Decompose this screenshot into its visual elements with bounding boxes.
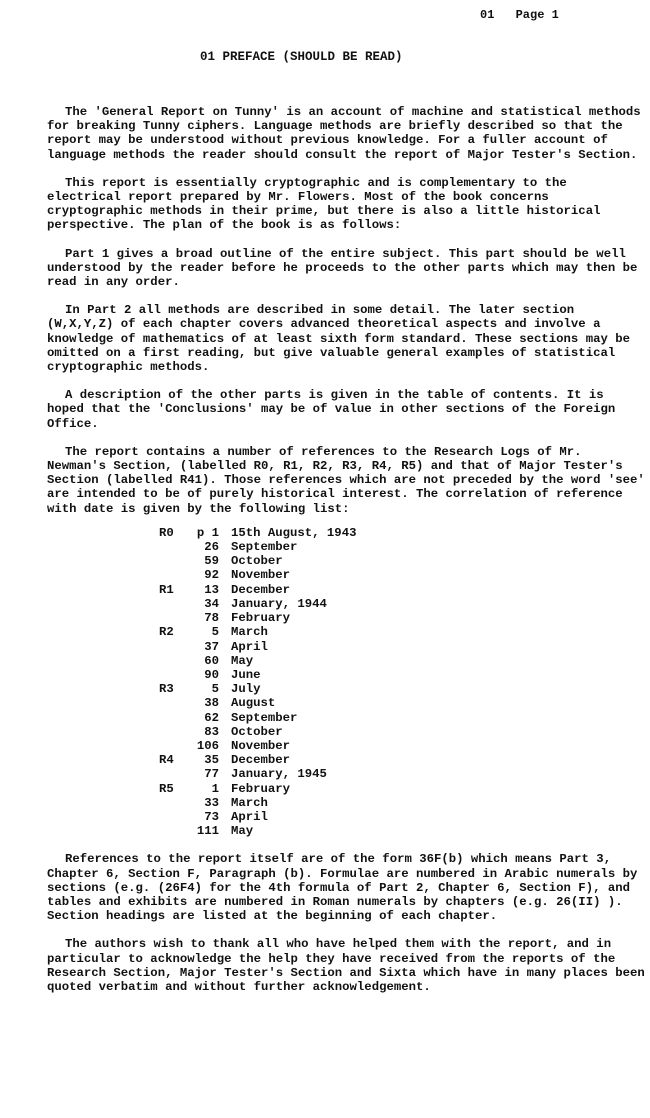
ref-date-cell: July <box>231 682 261 697</box>
ref-page-cell: 106 <box>196 738 219 753</box>
ref-log-cell <box>159 568 187 582</box>
ref-log-cell <box>159 540 187 554</box>
ref-page-cell: 60 <box>204 653 219 668</box>
ref-page-cell: 111 <box>196 824 219 839</box>
page-header <box>480 8 573 22</box>
table-row <box>159 526 356 540</box>
paragraph-part2: In Part 2 all methods are described in some detail. The later section (W,X,Y,Z) of each chapter covers advanced theoretical aspects and involve a knowledge of mathematics of at least sixth form standard. These sections may be omitted on a first reading, but give valuable general examples of statistical cryptographic methods. <box>47 303 630 375</box>
ref-log-cell <box>159 824 187 838</box>
ref-log-cell <box>159 696 187 710</box>
ref-log-cell: R5 <box>159 781 174 796</box>
ref-page-cell: 34 <box>204 596 219 611</box>
ref-date-cell: December <box>231 582 291 597</box>
page-number-label: Page 1 <box>515 8 559 22</box>
ref-page-cell: 62 <box>204 710 219 725</box>
ref-page-cell: 33 <box>204 795 219 810</box>
table-row <box>159 583 356 597</box>
ref-date-cell: December <box>231 753 291 768</box>
ref-date-cell: February <box>231 781 291 796</box>
table-row <box>159 725 356 739</box>
paragraph-reference-format: References to the report itself are of the form 36F(b) which means Part 3, Chapter 6, Section F, Paragraph (b). Formulae are numbered in Arabic numerals by sections (e.g. (26F4) for the 4th formula of Part 2, Chapter 6, Section F), and tables and exhibits are numbered in Roman numerals by chapters (e.g. 26(II) ). Section headings are listed at the beginning of each chapter. <box>47 852 638 924</box>
ref-page-cell: p 1 <box>196 525 219 540</box>
ref-date-cell: November <box>231 738 291 753</box>
ref-page-cell: 73 <box>204 809 219 824</box>
ref-page-cell: 78 <box>204 611 219 626</box>
ref-log-cell <box>159 739 187 753</box>
table-row <box>159 796 356 810</box>
ref-log-cell: R1 <box>159 582 174 597</box>
ref-log-cell <box>159 597 187 611</box>
ref-log-cell <box>159 711 187 725</box>
ref-date-cell: June <box>231 667 261 682</box>
ref-page-cell: 37 <box>204 639 219 654</box>
ref-log-cell <box>159 767 187 781</box>
table-row <box>159 810 356 824</box>
ref-log-cell <box>159 810 187 824</box>
ref-page-cell: 35 <box>204 753 219 768</box>
table-row <box>159 611 356 625</box>
ref-page-cell: 83 <box>204 724 219 739</box>
table-row <box>159 767 356 781</box>
ref-page-cell: 13 <box>204 582 219 597</box>
table-row <box>159 753 356 767</box>
ref-log-cell <box>159 554 187 568</box>
paragraph-other-parts: A description of the other parts is given in the table of contents. It is hoped that the 'Conclusions' may be of value in other sections of the Foreign Office. <box>47 388 616 431</box>
ref-date-cell: 15th August, 1943 <box>231 525 357 540</box>
ref-log-cell <box>159 668 187 682</box>
ref-page-cell: 26 <box>204 540 219 555</box>
ref-date-cell: April <box>231 809 268 824</box>
ref-date-cell: May <box>231 653 254 668</box>
paragraph-references: The report contains a number of references to the Research Logs of Mr. Newman's Section, (labelled R0, R1, R2, R3, R4, R5) and that of Major Tester's Section (labelled R41). Those references which are not preceded by the word 'see' are intended to be of purely historical interest. The correlation of reference with date is given by the following list: <box>47 444 645 516</box>
ref-date-cell: September <box>231 540 298 555</box>
ref-log-cell <box>159 725 187 739</box>
ref-page-cell: 77 <box>204 767 219 782</box>
paragraph-scope: This report is essentially cryptographic and is complementary to the electrical report prepared by Mr. Flowers. Most of the book concerns cryptographic methods in their prime, but there is also a little historical perspective. The plan of the book is as follows: <box>47 175 601 233</box>
header-number: 01 <box>480 8 495 22</box>
section-title: 01 PREFACE (SHOULD BE READ) <box>200 50 403 64</box>
ref-page-cell: 5 <box>211 682 219 697</box>
ref-log-cell: R2 <box>159 625 174 640</box>
ref-date-cell: January, 1945 <box>231 767 327 782</box>
ref-log-cell <box>159 654 187 668</box>
ref-date-cell: October <box>231 724 283 739</box>
table-row <box>159 640 356 654</box>
ref-date-cell: April <box>231 639 268 654</box>
ref-log-cell: R4 <box>159 753 174 768</box>
ref-log-cell: R0 <box>159 525 174 540</box>
reference-date-table <box>159 526 356 838</box>
ref-date-cell: March <box>231 795 268 810</box>
ref-date-cell: March <box>231 625 268 640</box>
paragraph-acknowledgement: The authors wish to thank all who have helped them with the report, and in particular to acknowledge the help they have received from the reports of the Research Section, Major Tester's Section and Sixta which have in many places been quoted verbatim and without further acknowledgement. <box>47 937 645 994</box>
ref-date-cell: January, 1944 <box>231 596 327 611</box>
table-row <box>159 668 356 682</box>
ref-log-cell <box>159 611 187 625</box>
table-row <box>159 696 356 710</box>
table-row <box>159 782 356 796</box>
paragraph-intro: The 'General Report on Tunny' is an account of machine and statistical methods for breaking Tunny ciphers. Language methods are briefly described so that the report may be understood without previous knowledge. For a fuller account of language methods the reader should consult the report of Major Tester's Section. <box>47 105 641 162</box>
ref-log-cell: R3 <box>159 682 174 697</box>
table-row <box>159 824 356 838</box>
table-row <box>159 554 356 568</box>
ref-page-cell: 90 <box>204 667 219 682</box>
ref-date-cell: February <box>231 611 291 626</box>
table-row <box>159 682 356 696</box>
ref-date-cell: May <box>231 824 254 839</box>
ref-log-cell <box>159 796 187 810</box>
ref-page-cell: 5 <box>211 625 219 640</box>
table-row <box>159 597 356 611</box>
ref-date-cell: November <box>231 568 291 583</box>
ref-date-cell: October <box>231 554 283 569</box>
table-row <box>159 654 356 668</box>
table-row <box>159 739 356 753</box>
table-row <box>159 568 356 582</box>
document-body <box>47 105 647 1008</box>
table-row <box>159 540 356 554</box>
ref-page-cell: 1 <box>211 781 219 796</box>
ref-page-cell: 59 <box>204 554 219 569</box>
ref-page-cell: 92 <box>204 568 219 583</box>
ref-page-cell: 38 <box>204 696 219 711</box>
ref-date-cell: August <box>231 696 276 711</box>
ref-date-cell: September <box>231 710 298 725</box>
table-row <box>159 711 356 725</box>
paragraph-part1: Part 1 gives a broad outline of the entire subject. This part should be well understood by the reader before he proceeds to the other parts which may then be read in any order. <box>47 246 638 290</box>
table-row <box>159 625 356 639</box>
ref-log-cell <box>159 640 187 654</box>
